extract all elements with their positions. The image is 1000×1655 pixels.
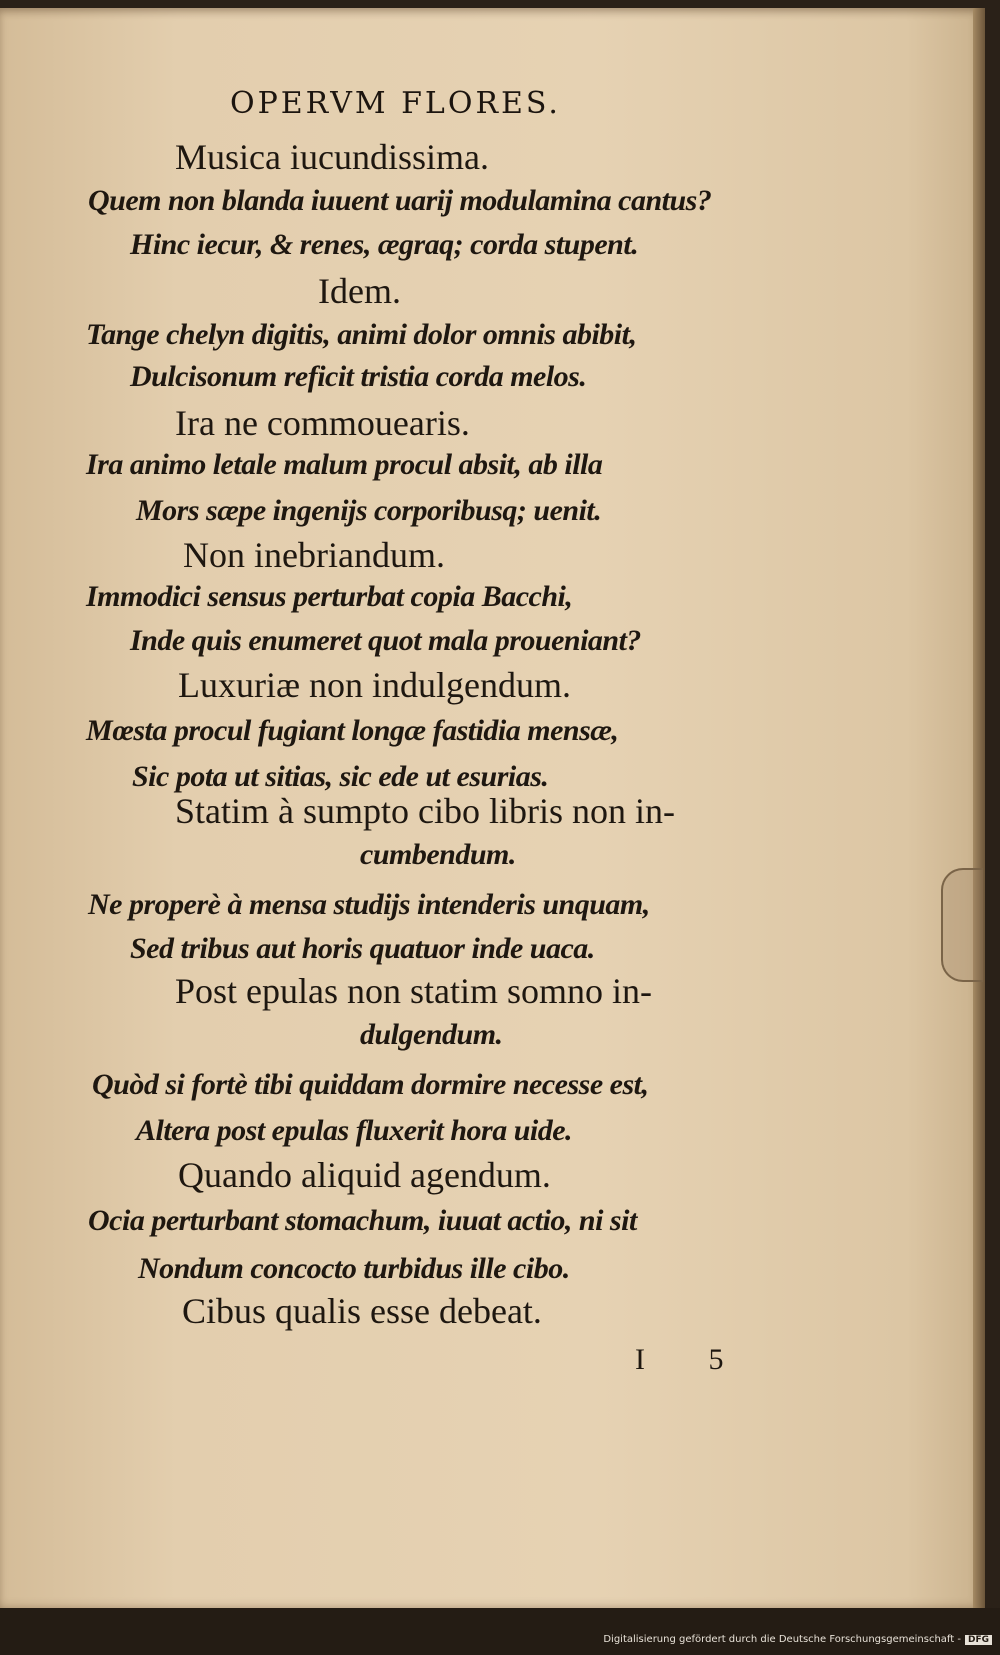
verse-line: Mors sæpe ingenijs corporibusq; uenit. xyxy=(136,494,602,527)
heading-line: Luxuriæ non indulgendum. xyxy=(178,665,571,705)
verse-line: Nondum concocto turbidus ille cibo. xyxy=(138,1252,570,1285)
verse-line: Ocia perturbant stomachum, iuuat actio, ni sit xyxy=(88,1204,637,1237)
heading-line: Musica iucundissima. xyxy=(175,137,489,177)
verse-line: Mœsta procul fugiant longæ fastidia mensæ, xyxy=(86,714,619,747)
heading-line: Cibus qualis esse debeat. xyxy=(182,1291,542,1331)
verse-line: Hinc iecur, & renes, ægraq; corda stupent. xyxy=(130,228,639,261)
book-page xyxy=(0,8,985,1608)
verse-line: cumbendum. xyxy=(360,838,516,871)
page-edge xyxy=(973,8,985,1608)
clasp-mark xyxy=(941,868,983,982)
heading-line: Post epulas non statim somno in- xyxy=(175,971,652,1011)
credit-text: Digitalisierung gefördert durch die Deutsche Forschungsgemeinschaft - xyxy=(603,1634,961,1645)
verse-line: Ne properè à mensa studijs intenderis unquam, xyxy=(88,888,650,921)
verse-line: dulgendum. xyxy=(360,1018,503,1051)
verse-line: Ira animo letale malum procul absit, ab illa xyxy=(86,448,603,481)
verse-line: Quem non blanda iuuent uarij modulamina cantus? xyxy=(88,184,712,217)
verse-line: Sed tribus aut horis quatuor inde uaca. xyxy=(130,932,595,965)
verse-line: Quòd si fortè tibi quiddam dormire necesse est, xyxy=(92,1068,649,1101)
running-header: OPERVM FLORES. xyxy=(230,86,561,121)
verse-line: Immodici sensus perturbat copia Bacchi, xyxy=(86,580,573,613)
verse-line: Tange chelyn digitis, animi dolor omnis abibit, xyxy=(86,318,637,351)
verse-line: Dulcisonum reficit tristia corda melos. xyxy=(130,360,587,393)
verse-line: Altera post epulas fluxerit hora uide. xyxy=(136,1114,573,1147)
digitization-credit xyxy=(603,1634,992,1645)
heading-line: Statim à sumpto cibo libris non in- xyxy=(175,791,675,831)
dfg-logo: DFG xyxy=(965,1635,992,1645)
heading-line: Ira ne commouearis. xyxy=(175,403,470,443)
signature-mark: I 5 xyxy=(635,1343,752,1376)
heading-line: Idem. xyxy=(318,271,401,311)
scan-border xyxy=(0,1608,1000,1655)
heading-line: Non inebriandum. xyxy=(183,535,445,575)
verse-line: Inde quis enumeret quot mala proueniant? xyxy=(130,624,641,657)
verse-line: Sic pota ut sitias, sic ede ut esurias. xyxy=(132,760,549,793)
heading-line: Quando aliquid agendum. xyxy=(178,1155,551,1195)
